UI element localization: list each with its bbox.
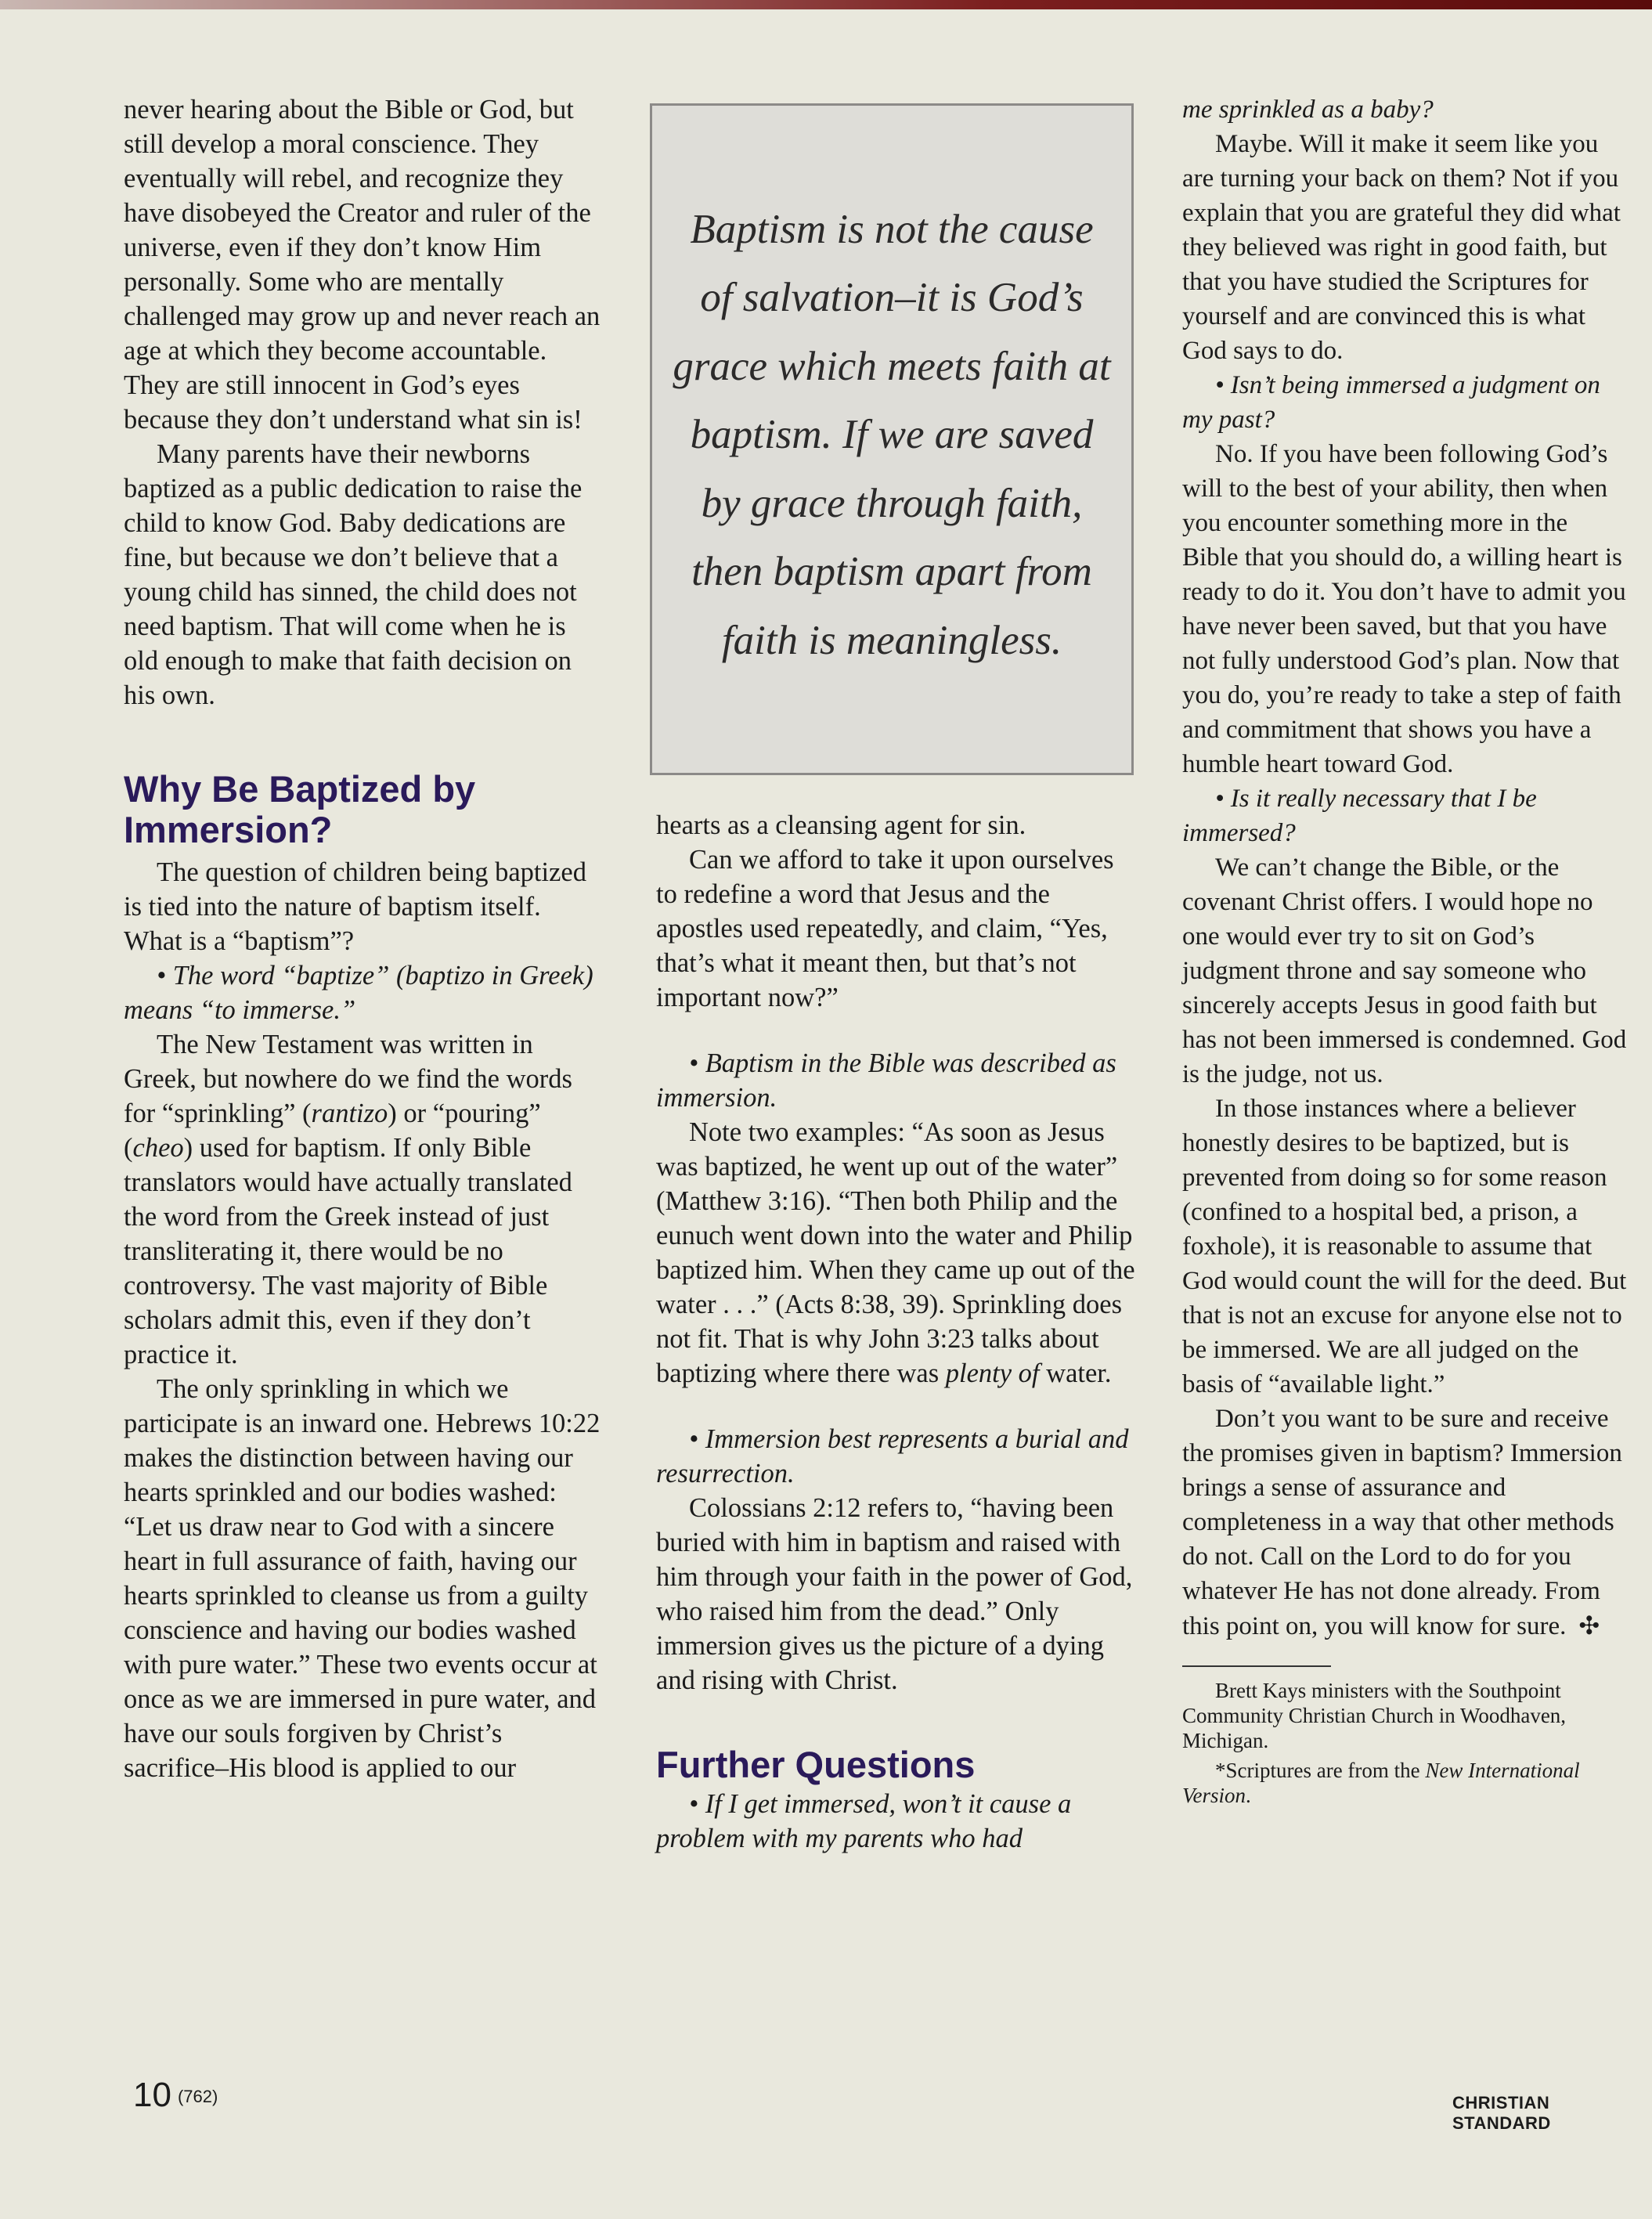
paragraph: hearts as a cleansing agent for sin. <box>656 810 1026 840</box>
greek-term: rantizo <box>311 1099 388 1128</box>
bullet-text: • Baptism in the Bible was described as immersion. <box>656 1048 1116 1113</box>
text-run: Note two examples: “As soon as Jesus was baptized, he went up out of the water” (Matthew 3:16). “Then both Philip and the eunuch went down into the water and Philip baptized him. When they came up out of the water . . .” (Acts 8:38, 39). Sprinkling does not fit. That is why John 3:23 talks about baptizing where there was <box>656 1117 1135 1388</box>
text-run: ) or “pouring” ( <box>124 1099 541 1163</box>
paragraph: Colossians 2:12 refers to, “having been buried with him in baptism and raised with him through your faith in the power of God, who raised him from the dead.” Only immersion gives us the picture of a dying and rising with Christ. <box>656 1493 1133 1695</box>
page-top-edge <box>0 0 1652 9</box>
question-text: • Is it really necessary that I be immersed? <box>1182 785 1537 847</box>
paragraph: Can we afford to take it upon ourselves to redefine a word that Jesus and the apostles used repeatedly, and claim, “Yes, that’s what it meant then, but that’s not important now?” <box>656 845 1114 1012</box>
paragraph: We can’t change the Bible, or the covenant Christ offers. I would hope no one would ever try to sit on God’s judgment throne and say someone who sincerely accepts Jesus in good faith but has not been immersed is condemned. God is the judge, not us. <box>1182 853 1627 1088</box>
publication-name: CHRISTIAN STANDARD <box>1452 2093 1551 2133</box>
greek-term: cheo <box>132 1133 184 1163</box>
paragraph: No. If you have been following God’s will to the best of your ability, then when you encounter something more in the Bible that you should do, a willing heart is ready to do it. You don’t have to admit you have never been saved, but that you have not fully understood God’s plan. Now that you do, you’re ready to take a step of faith and commitment that shows you have a humble heart toward God. <box>1182 440 1626 778</box>
emphasis: New International Version <box>1182 1759 1580 1807</box>
question <box>1182 781 1629 850</box>
text-run: ) used for baptism. If only Bible translators would have actually translated the word from the Greek instead of just transliterating it, there would be no controversy. The vast majority of Bible scholars admit this, even if they don’t practice it. <box>124 1133 572 1369</box>
text-run: . <box>1246 1784 1251 1807</box>
question <box>656 1787 1140 1856</box>
spacer <box>656 1391 1140 1422</box>
paragraph <box>656 1115 1140 1391</box>
question <box>1182 368 1629 437</box>
bullet-point <box>656 1046 1140 1115</box>
paragraph: Many parents have their newborns baptized as a public dedication to raise the child to know God. Baby dedications are fine, but because we don’t believe that a young child has sinned, the child does not need baptism. That will come when he is old enough to make that faith decision on his own. <box>124 439 583 710</box>
spacer <box>656 1015 1140 1046</box>
paragraph: The question of children being baptized is tied into the nature of baptism itself. What is a “baptism”? <box>124 857 586 956</box>
end-of-article-icon: ✣ <box>1578 1611 1600 1640</box>
paragraph <box>124 1027 603 1372</box>
paragraph <box>1182 1402 1629 1644</box>
article-column-1 <box>124 92 603 1785</box>
text-run: Don’t you want to be sure and receive the promises given in baptism? Immersion brings a sense of assurance and completeness in a way that other methods do not. Call on the Lord to do for you whatever He has not done already. From this point on, you will know for sure. <box>1182 1405 1622 1640</box>
section-heading-immersion: Why Be Baptized by Immersion? <box>124 768 476 850</box>
page-number <box>133 2076 218 2115</box>
bullet-point <box>656 1422 1140 1491</box>
question-text: me sprinkled as a baby? <box>1182 96 1434 124</box>
issue-page-sequence: (762) <box>177 2087 218 2107</box>
section-heading-further-questions: Further Questions <box>656 1744 976 1785</box>
byline-divider <box>1182 1665 1331 1667</box>
question-continued <box>1182 92 1629 127</box>
scripture-note <box>1182 1758 1629 1808</box>
bullet-text: • Immersion best represents a burial and resurrection. <box>656 1424 1129 1488</box>
question-text: • Isn’t being immersed a judgment on my past? <box>1182 371 1600 434</box>
question-text: • If I get immersed, won’t it cause a problem with my parents who had <box>656 1789 1072 1853</box>
text-run: The New Testament was written in Greek, but nowhere do we find the words for “sprinkling” ( <box>124 1030 572 1128</box>
article-column-2 <box>656 808 1140 1856</box>
text-run: *Scriptures are from the <box>1215 1759 1426 1782</box>
paragraph: Maybe. Will it make it seem like you are turning your back on them? Not if you explain that you are grateful they did what they believed was right in good faith, but that you have studied the Scriptures for yourself and are convinced this is what God says to do. <box>1182 130 1621 365</box>
text-run: water. <box>1039 1358 1112 1388</box>
pull-quote-text: Baptism is not the cause of salvation–it is God’s grace which meets faith at baptism. If we are saved by grace through faith, then baptism apart from faith is meaningless. <box>673 206 1111 663</box>
author-bio: Brett Kays ministers with the Southpoint Community Christian Church in Woodhaven, Michigan. <box>1182 1679 1567 1752</box>
paragraph: never hearing about the Bible or God, but still develop a moral conscience. They eventually will rebel, and recognize they have disobeyed the Creator and ruler of the universe, even if they don’t know Him personally. Some who are mentally challenged may grow up and never reach an age at which they become accountable. They are still innocent in God’s eyes because they don’t understand what sin is! <box>124 95 601 435</box>
bullet-text: • The word “baptize” (baptizo in Greek) means “to immerse.” <box>124 961 593 1025</box>
article-column-3 <box>1182 92 1629 1808</box>
pull-quote-box <box>650 103 1134 775</box>
page-number-text: 10 <box>133 2076 171 2114</box>
emphasis: plenty of <box>945 1358 1040 1388</box>
paragraph: In those instances where a believer honestly desires to be baptized, but is prevented from doing so for some reason (confined to a hospital bed, a prison, a foxhole), it is reasonable to assume that God would count the will for the deed. But that is not an excuse for anyone else not to be immersed. We are all judged on the basis of “available light.” <box>1182 1095 1627 1398</box>
bullet-point <box>124 958 603 1027</box>
paragraph: The only sprinkling in which we participate is an inward one. Hebrews 10:22 makes the distinction between having our hearts sprinkled and our bodies washed: “Let us draw near to God with a sincere heart in full assurance of faith, having our hearts sprinkled to cleanse us from a guilty conscience and having our bodies washed with pure water.” These two events occur at once as we are immersed in pure water, and have our souls forgiven by Christ’s sacrifice–His blood is applied to our <box>124 1374 601 1783</box>
